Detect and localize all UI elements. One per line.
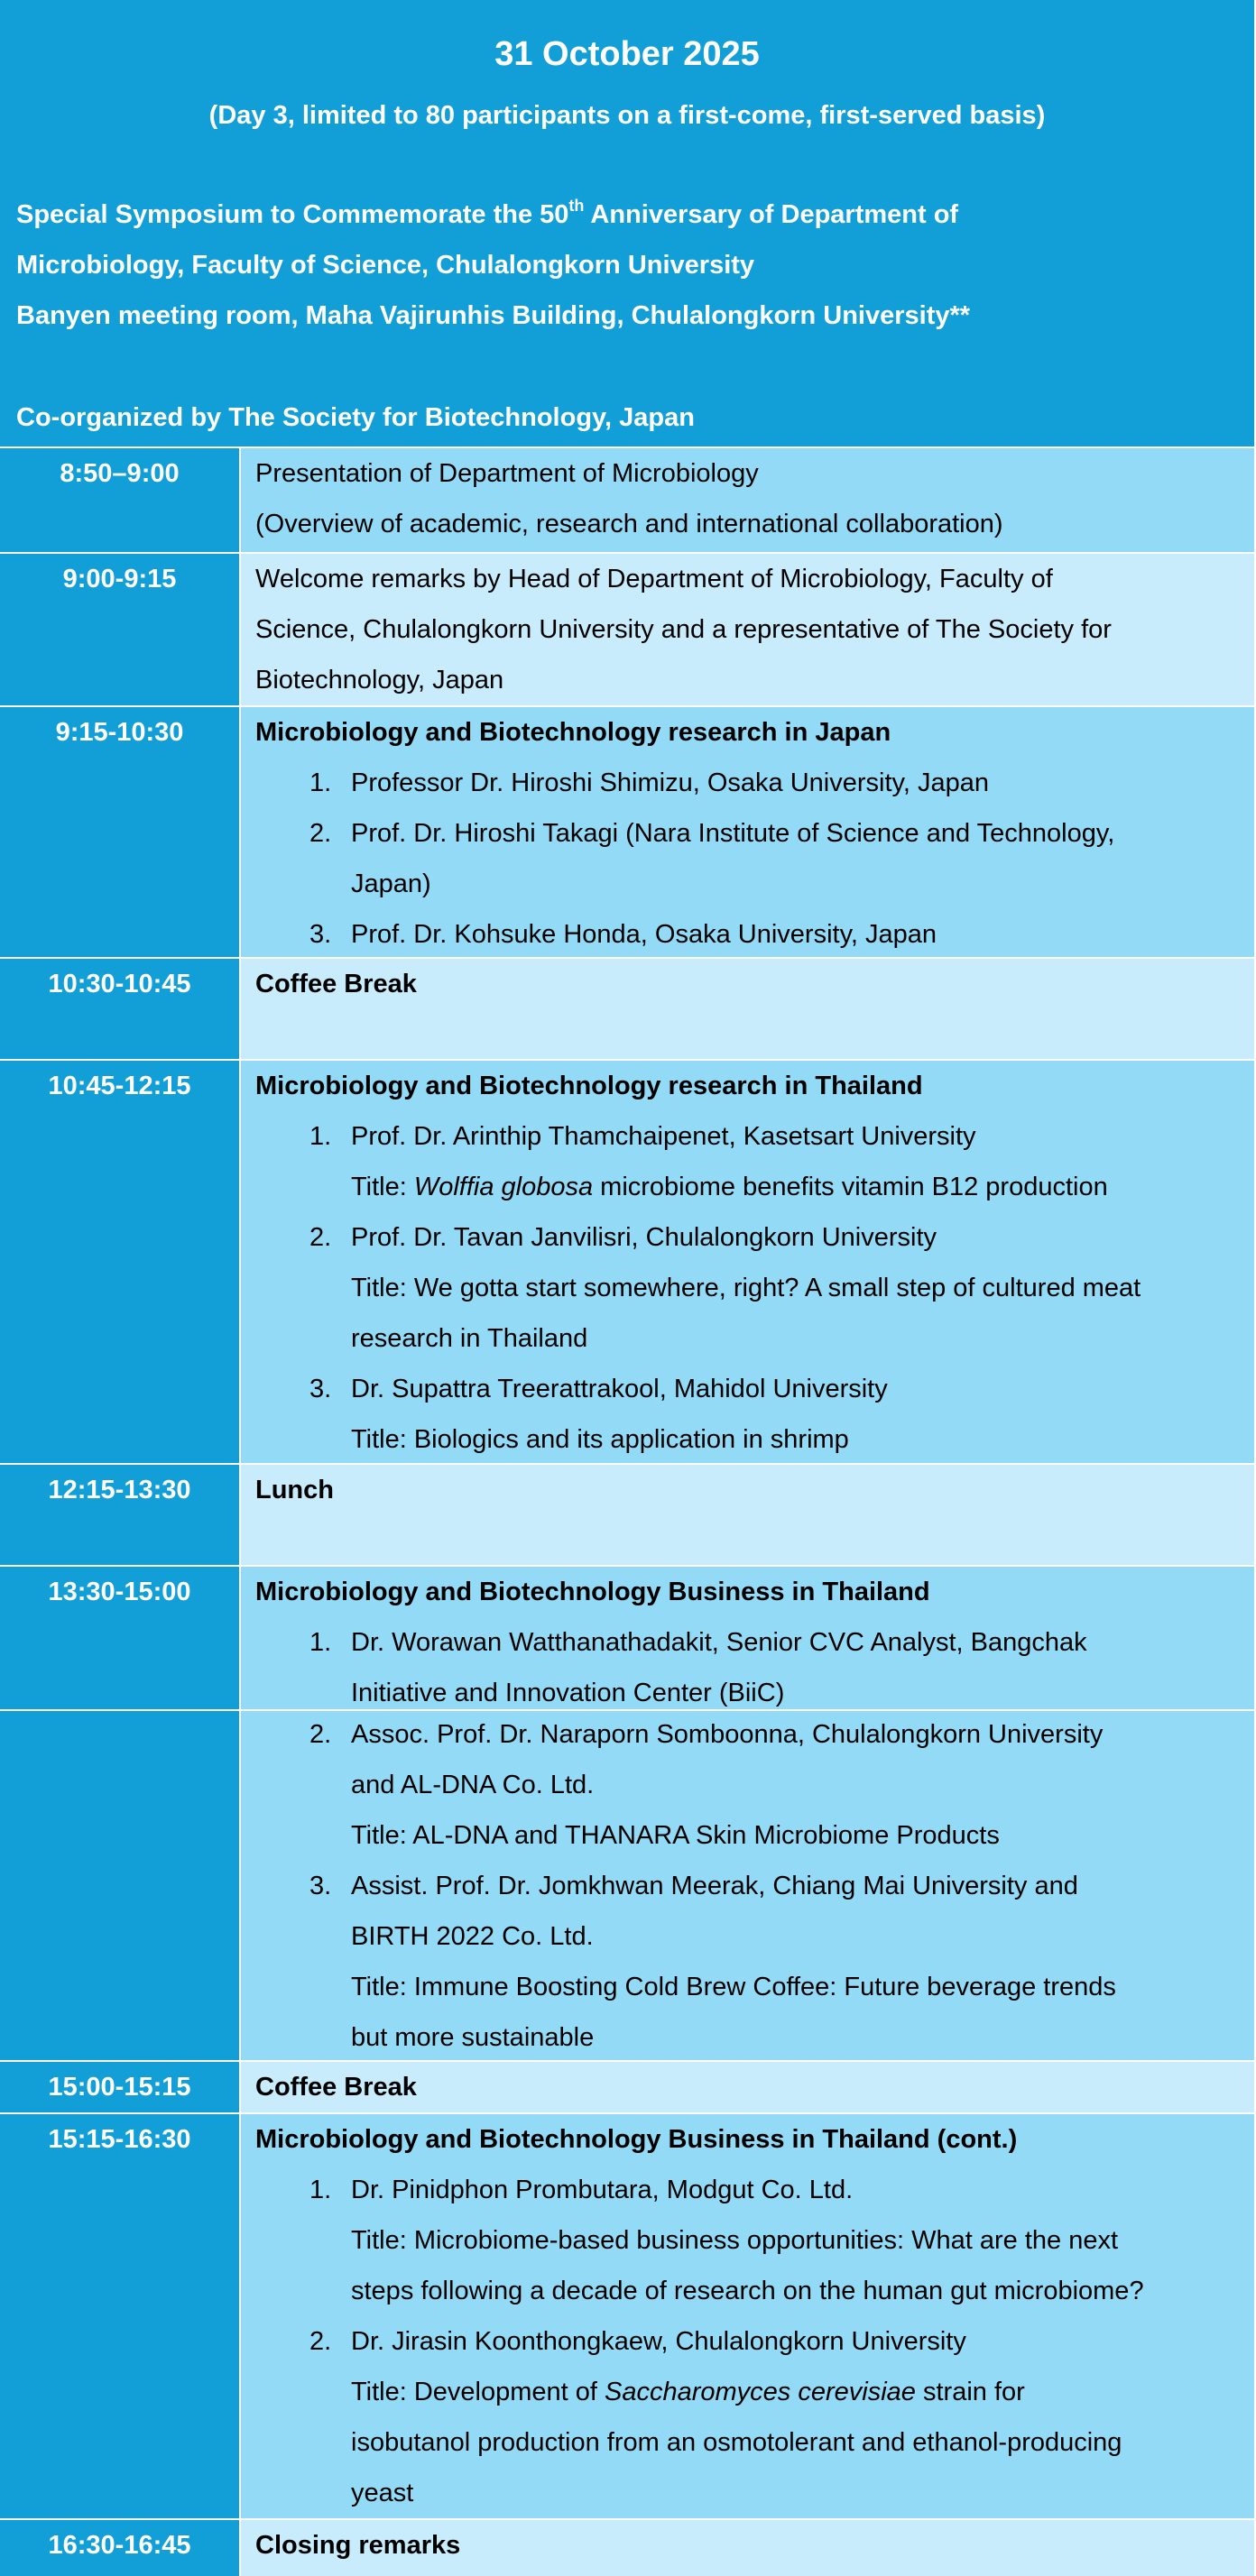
coorganizer: Co-organized by The Society for Biotechnology, Japan	[16, 403, 695, 432]
session-title: Coffee Break	[255, 970, 417, 998]
speaker-item	[255, 1111, 1245, 1212]
item-number: 2.	[309, 2327, 332, 2356]
session-text: (Overview of academic, research and international collaboration)	[255, 510, 1003, 538]
schedule-row	[0, 448, 1256, 552]
item-number: 3.	[309, 1375, 332, 1403]
content-cell	[241, 554, 1254, 705]
time-label: 9:15-10:30	[55, 718, 184, 747]
content-cell	[241, 1465, 1254, 1565]
talk-title: Title: We gotta start somewhere, right? A small step of cultured meat	[351, 1274, 1141, 1302]
session-title: Microbiology and Biotechnology research in Thailand	[255, 1072, 923, 1100]
time-label: 8:50–9:00	[60, 459, 180, 488]
speaker-item	[255, 1709, 1245, 1861]
item-number: 1.	[309, 1122, 332, 1151]
speaker-item	[255, 2316, 1245, 2518]
content-cell	[241, 707, 1254, 957]
time-cell	[0, 1711, 239, 2060]
schedule-row	[0, 959, 1256, 1059]
speaker-text: Dr. Worawan Watthanathadakit, Senior CVC Analyst, Bangchak	[351, 1628, 1087, 1657]
time-cell	[0, 1061, 239, 1463]
time-label: 16:30-16:45	[48, 2531, 191, 2560]
agenda-date: 31 October 2025	[494, 35, 760, 73]
content-cell	[241, 2520, 1254, 2576]
item-number: 1.	[309, 768, 332, 797]
symposium-title-line-2: Microbiology, Faculty of Science, Chulalongkorn University	[16, 251, 755, 280]
time-cell	[0, 1567, 239, 1709]
speaker-item	[255, 758, 1245, 808]
talk-title: isobutanol production from an osmotolerant and ethanol-producing	[351, 2428, 1122, 2457]
speaker-text: Dr. Jirasin Koonthongkaew, Chulalongkorn University	[351, 2327, 966, 2356]
session-title: Microbiology and Biotechnology research in Japan	[255, 718, 891, 747]
schedule-row	[0, 554, 1256, 705]
content-cell	[241, 2114, 1254, 2518]
session-title: Closing remarks	[255, 2531, 461, 2560]
time-label: 13:30-15:00	[48, 1578, 191, 1606]
schedule-row	[0, 707, 1256, 957]
time-label: 10:45-12:15	[48, 1072, 191, 1100]
time-cell	[0, 707, 239, 957]
speaker-text: Dr. Pinidphon Prombutara, Modgut Co. Ltd.	[351, 2176, 854, 2204]
talk-title: Title: Wolffia globosa microbiome benefits vitamin B12 production	[351, 1173, 1108, 1201]
item-number: 1.	[309, 1628, 332, 1657]
speaker-text: Prof. Dr. Tavan Janvilisri, Chulalongkorn University	[351, 1223, 937, 1252]
speaker-text: Assoc. Prof. Dr. Naraporn Somboonna, Chulalongkorn University	[351, 1720, 1104, 1749]
speaker-text: Japan)	[351, 869, 431, 898]
item-number: 1.	[309, 2176, 332, 2204]
time-cell	[0, 959, 239, 1059]
speaker-item	[255, 1212, 1245, 1364]
speaker-text: Dr. Supattra Treerattrakool, Mahidol University	[351, 1375, 888, 1403]
schedule-row	[0, 2062, 1256, 2112]
speaker-item	[255, 1364, 1245, 1465]
content-cell	[241, 2062, 1254, 2112]
time-cell	[0, 554, 239, 705]
session-title: Microbiology and Biotechnology Business in Thailand (cont.)	[255, 2125, 1018, 2154]
speaker-text: Assist. Prof. Dr. Jomkhwan Meerak, Chiang Mai University and	[351, 1872, 1078, 1900]
talk-title: yeast	[351, 2479, 414, 2507]
talk-title: Title: Immune Boosting Cold Brew Coffee: Future beverage trends	[351, 1973, 1116, 2001]
content-cell	[241, 1061, 1254, 1463]
speaker-item	[255, 909, 1245, 960]
session-title: Coffee Break	[255, 2073, 417, 2102]
time-cell	[0, 2062, 239, 2112]
schedule-row	[0, 1061, 1256, 1463]
talk-title: research in Thailand	[351, 1324, 588, 1353]
schedule-row	[0, 1711, 1256, 2060]
schedule-row	[0, 1465, 1256, 1565]
time-cell	[0, 2114, 239, 2518]
speaker-text: BIRTH 2022 Co. Ltd.	[351, 1922, 594, 1951]
speaker-item	[255, 1617, 1245, 1718]
speaker-text: Prof. Dr. Kohsuke Honda, Osaka University, Japan	[351, 920, 937, 949]
session-text: Science, Chulalongkorn University and a representative of The Society for	[255, 615, 1112, 644]
speaker-item	[255, 2165, 1245, 2316]
time-label: 15:00-15:15	[48, 2073, 191, 2102]
content-cell	[241, 1567, 1254, 1709]
session-text: Presentation of Department of Microbiology	[255, 459, 759, 488]
session-title: Microbiology and Biotechnology Business in Thailand	[255, 1578, 930, 1606]
speaker-item	[255, 1861, 1245, 2063]
symposium-title-line-1: Special Symposium to Commemorate the 50th Anniversary of Department of	[16, 197, 959, 229]
time-label: 9:00-9:15	[62, 565, 177, 593]
session-title: Lunch	[255, 1476, 334, 1504]
talk-title: Title: AL-DNA and THANARA Skin Microbiome Products	[351, 1821, 1000, 1850]
item-number: 3.	[309, 1872, 332, 1900]
talk-title: Title: Biologics and its application in shrimp	[351, 1425, 849, 1454]
time-cell	[0, 448, 239, 552]
speaker-text: and AL-DNA Co. Ltd.	[351, 1771, 595, 1799]
venue: Banyen meeting room, Maha Vajirunhis Building, Chulalongkorn University**	[16, 301, 971, 330]
agenda-header	[0, 0, 1254, 446]
content-cell	[241, 959, 1254, 1059]
talk-title: steps following a decade of research on the human gut microbiome?	[351, 2277, 1144, 2305]
time-label: 10:30-10:45	[48, 970, 191, 998]
item-number: 2.	[309, 819, 332, 848]
speaker-text: Prof. Dr. Arinthip Thamchaipenet, Kasetsart University	[351, 1122, 976, 1151]
day-note: (Day 3, limited to 80 participants on a first-come, first-served basis)	[208, 101, 1046, 130]
time-label: 12:15-13:30	[48, 1476, 191, 1504]
content-cell	[241, 1711, 1254, 2060]
content-cell	[241, 448, 1254, 552]
talk-title: Title: Development of Saccharomyces cerevisiae strain for	[351, 2378, 1025, 2406]
speaker-text: Initiative and Innovation Center (BiiC)	[351, 1679, 785, 1707]
item-number: 2.	[309, 1720, 332, 1749]
item-number: 3.	[309, 920, 332, 949]
talk-title: Title: Microbiome-based business opportunities: What are the next	[351, 2226, 1119, 2255]
speaker-text: Professor Dr. Hiroshi Shimizu, Osaka University, Japan	[351, 768, 989, 797]
schedule-row	[0, 2114, 1256, 2518]
time-label: 15:15-16:30	[48, 2125, 191, 2154]
schedule-row	[0, 2520, 1256, 2576]
time-cell	[0, 2520, 239, 2576]
time-cell	[0, 1465, 239, 1565]
speaker-text: Prof. Dr. Hiroshi Takagi (Nara Institute of Science and Technology,	[351, 819, 1115, 848]
speaker-item	[255, 808, 1245, 909]
session-text: Biotechnology, Japan	[255, 666, 504, 695]
item-number: 2.	[309, 1223, 332, 1252]
schedule-row	[0, 1567, 1256, 1709]
talk-title: but more sustainable	[351, 2023, 595, 2052]
session-text: Welcome remarks by Head of Department of Microbiology, Faculty of	[255, 565, 1053, 593]
